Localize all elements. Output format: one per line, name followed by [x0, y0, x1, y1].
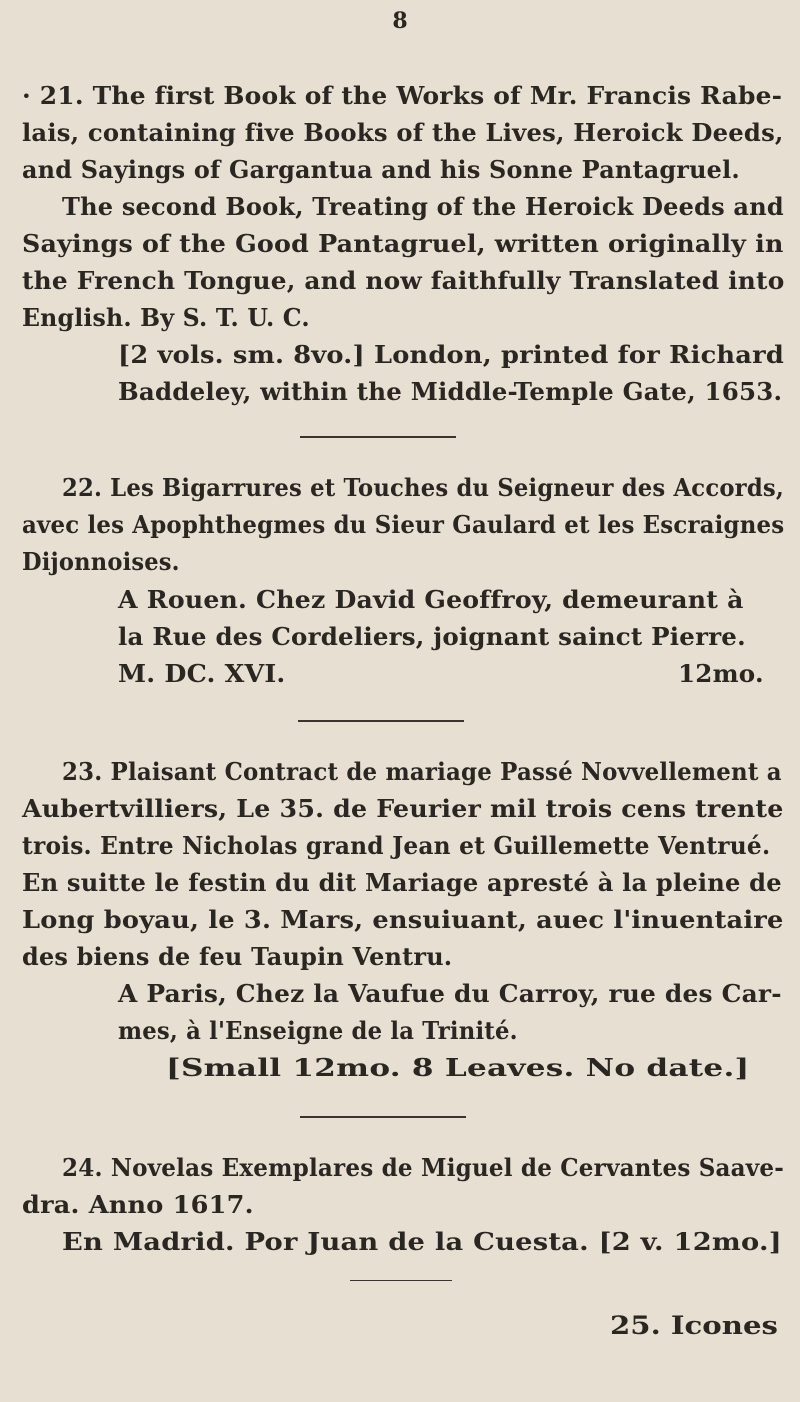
separator-rule: [300, 1116, 466, 1118]
entry-21-line-6: the French Tongue, and now faithfully Translated into: [22, 266, 785, 295]
entry-23-line-7: A Paris, Chez la Vaufue du Carroy, rue des Car-: [118, 979, 782, 1008]
entry-23-line-4: En suitte le festin du dit Mariage apresté à la pleine de: [22, 868, 782, 897]
entry-24-line-3: En Madrid. Por Juan de la Cuesta. [2 v. 12mo.]: [62, 1227, 782, 1256]
page-number: 8: [392, 8, 408, 34]
entry-21-line-3: and Sayings of Gargantua and his Sonne Pantagruel.: [22, 155, 740, 184]
separator-rule: [350, 1280, 452, 1281]
separator-rule: [300, 436, 456, 438]
entry-23-line-8: mes, à l'Enseigne de la Trinité.: [118, 1016, 518, 1045]
entry-23-line-1: 23. Plaisant Contract de mariage Passé Novvellement a: [62, 757, 782, 786]
entry-21-line-7: English. By S. T. U. C.: [22, 303, 310, 332]
entry-23-line-9: [Small 12mo. 8 Leaves. No date.]: [166, 1053, 750, 1082]
entry-21-line-1: · 21. The first Book of the Works of Mr. Francis Rabe-: [22, 81, 783, 110]
entry-22-line-4: A Rouen. Chez David Geoffroy, demeurant à: [118, 585, 744, 614]
entry-23-line-5: Long boyau, le 3. Mars, ensuiuant, auec l'inuentaire: [22, 905, 784, 934]
entry-23-line-3: trois. Entre Nicholas grand Jean et Guillemette Ventrué.: [22, 831, 771, 860]
entry-22-line-3: Dijonnoises.: [22, 547, 180, 576]
entry-24-line-1: 24. Novelas Exemplares de Miguel de Cervantes Saave-: [62, 1153, 784, 1182]
separator-rule: [298, 720, 464, 722]
entry-21-line-8: [2 vols. sm. 8vo.] London, printed for Richard: [118, 340, 785, 369]
entry-23-line-6: des biens de feu Taupin Ventru.: [22, 942, 453, 971]
entry-22-line-6: M. DC. XVI.: [118, 659, 286, 688]
entry-24-line-2: dra. Anno 1617.: [22, 1190, 254, 1219]
entry-21-line-2: lais, containing five Books of the Lives, Heroick Deeds,: [22, 118, 784, 147]
entry-23-line-2: Aubertvilliers, Le 35. de Feurier mil trois cens trente: [22, 794, 784, 823]
entry-22-line-5: la Rue des Cordeliers, joignant sainct Pierre.: [118, 622, 746, 651]
entry-21-line-5: Sayings of the Good Pantagruel, written originally in: [22, 229, 784, 258]
entry-21-line-4: The second Book, Treating of the Heroick Deeds and: [62, 192, 784, 221]
catchword: 25. Icones: [610, 1311, 778, 1340]
entry-21-line-9: Baddeley, within the Middle-Temple Gate, 1653.: [118, 377, 783, 406]
entry-22-line-1: 22. Les Bigarrures et Touches du Seigneur des Accords,: [62, 473, 784, 502]
entry-22-line-2: avec les Apophthegmes du Sieur Gaulard et les Escraignes: [22, 510, 785, 539]
entry-22-size: 12mo.: [678, 659, 764, 688]
